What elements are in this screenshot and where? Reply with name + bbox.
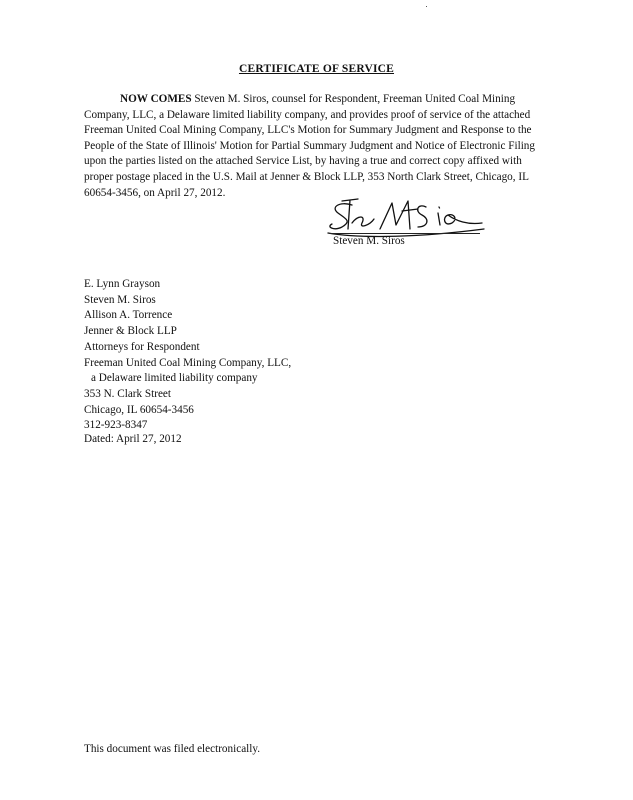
dated-line: Dated: April 27, 2012 (84, 433, 182, 445)
address-line: Jenner & Block LLP (84, 325, 177, 338)
address-block (84, 277, 291, 434)
address-line: Attorneys for Respondent (84, 340, 200, 353)
address-line: Allison A. Torrence (84, 309, 173, 322)
filing-note: This document was filed electronically. (84, 743, 261, 755)
address-line: E. Lynn Grayson (84, 278, 161, 290)
signature-line (330, 233, 480, 234)
address-line: Steven M. Siros (84, 293, 156, 306)
scan-speck (426, 6, 427, 7)
document-title: CERTIFICATE OF SERVICE (238, 63, 395, 75)
address-line: 312-923-8347 (84, 419, 148, 432)
address-line: Freeman United Coal Mining Company, LLC, (84, 356, 292, 369)
intro-paragraph (84, 92, 552, 201)
address-line: a Delaware limited liability company (91, 372, 258, 385)
intro-lead: NOW COMES (120, 93, 192, 105)
address-line: Chicago, IL 60654-3456 (84, 403, 194, 416)
signer-name: Steven M. Siros (333, 235, 405, 247)
intro-text: Steven M. Siros, counsel for Respondent, Freeman United Coal Mining Company, LLC, a Delaware limited liability company, and provides proof of service of the attached Freeman United Coal Mining Company, LLC's Motion for Summary Judgment and Response to the People of the State of Illinois' Motion for Partial Summary Judgment and Notice of Electronic Filing upon the parties listed on the attached Service List, by having a true and correct copy affixed with proper postage placed in the U.S. Mail at Jenner & Block LLP, 353 North Clark Street, Chicago, IL 60654-3456, on April 27, 2012. (84, 93, 535, 199)
address-line: 353 N. Clark Street (84, 387, 171, 400)
